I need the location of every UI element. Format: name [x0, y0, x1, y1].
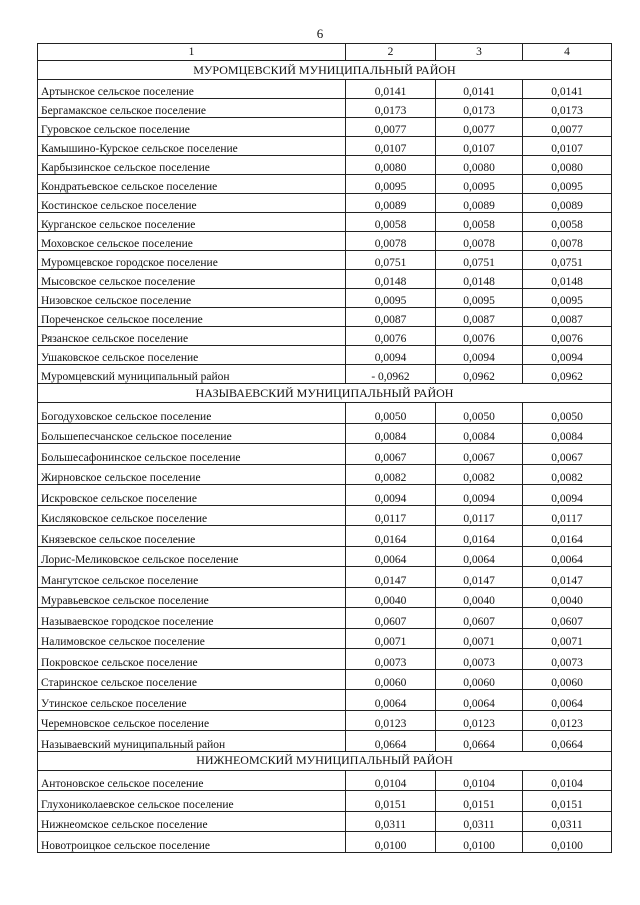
value-col-2: 0,0058	[346, 213, 436, 232]
settlement-name: Большесафонинское сельское поселение	[38, 444, 346, 465]
settlement-name: Утинское сельское поселение	[38, 690, 346, 711]
value-col-2: 0,0060	[346, 669, 436, 690]
value-col-3: 0,0962	[436, 365, 523, 384]
table-row	[38, 791, 612, 812]
table-row	[38, 232, 612, 251]
value-col-2: 0,0082	[346, 464, 436, 485]
section-header	[38, 751, 612, 770]
value-col-3: 0,0095	[436, 289, 523, 308]
page-number: 6	[316, 26, 324, 41]
value-col-3: 0,0078	[436, 232, 523, 251]
settlement-name: Нижнеомское сельское поселение	[38, 811, 346, 832]
value-col-4: 0,0089	[523, 194, 612, 213]
value-col-4: 0,0104	[523, 770, 612, 791]
table-row	[38, 423, 612, 444]
table-row	[38, 308, 612, 327]
value-col-4: 0,0123	[523, 710, 612, 731]
value-col-2: 0,0607	[346, 608, 436, 629]
value-col-4: 0,0095	[523, 175, 612, 194]
value-col-3: 0,0151	[436, 791, 523, 812]
settlement-name: Муромцевское городское поселение	[38, 251, 346, 270]
settlement-name: Князевское сельское поселение	[38, 526, 346, 547]
value-col-3: 0,0100	[436, 832, 523, 853]
value-col-4: 0,0147	[523, 567, 612, 588]
value-col-3: 0,0050	[436, 403, 523, 424]
value-col-4: 0,0082	[523, 464, 612, 485]
value-col-4: 0,0040	[523, 587, 612, 608]
value-col-4: 0,0664	[523, 731, 612, 752]
value-col-4: 0,0078	[523, 232, 612, 251]
settlement-name: Большепесчанское сельское поселение	[38, 423, 346, 444]
value-col-2: 0,0107	[346, 137, 436, 156]
table-row	[38, 710, 612, 731]
settlement-name: Жирновское сельское поселение	[38, 464, 346, 485]
settlement-name: Кисляковское сельское поселение	[38, 505, 346, 526]
settlement-name: Моховское сельское поселение	[38, 232, 346, 251]
value-col-2: 0,0173	[346, 99, 436, 118]
section-title: МУРОМЦЕВСКИЙ МУНИЦИПАЛЬНЫЙ РАЙОН	[38, 61, 612, 80]
value-col-3: 0,0082	[436, 464, 523, 485]
value-col-2: 0,0064	[346, 546, 436, 567]
table-row	[38, 251, 612, 270]
table-row	[38, 270, 612, 289]
value-col-4: 0,0064	[523, 690, 612, 711]
value-col-4: 0,0094	[523, 485, 612, 506]
table-row	[38, 546, 612, 567]
value-col-4: 0,0087	[523, 308, 612, 327]
table-row	[38, 118, 612, 137]
value-col-2: 0,0751	[346, 251, 436, 270]
table-row	[38, 628, 612, 649]
table-row	[38, 464, 612, 485]
value-col-3: 0,0311	[436, 811, 523, 832]
value-col-3: 0,0094	[436, 346, 523, 365]
value-col-2: 0,0078	[346, 232, 436, 251]
section-header	[38, 384, 612, 403]
header-col-1: 1	[38, 44, 346, 61]
table-row	[38, 505, 612, 526]
settlement-name: Низовское сельское поселение	[38, 289, 346, 308]
table-row	[38, 608, 612, 629]
table-row	[38, 156, 612, 175]
table-row	[38, 832, 612, 853]
settlement-name: Кондратьевское сельское поселение	[38, 175, 346, 194]
value-col-3: 0,0084	[436, 423, 523, 444]
value-col-2: 0,0141	[346, 80, 436, 99]
table-row	[38, 365, 612, 384]
value-col-3: 0,0094	[436, 485, 523, 506]
settlement-name: Мысовское сельское поселение	[38, 270, 346, 289]
table-row	[38, 587, 612, 608]
table-row	[38, 137, 612, 156]
value-col-3: 0,0064	[436, 546, 523, 567]
value-col-4: 0,0141	[523, 80, 612, 99]
value-col-2: 0,0087	[346, 308, 436, 327]
value-col-3: 0,0095	[436, 175, 523, 194]
value-col-2: 0,0067	[346, 444, 436, 465]
value-col-4: 0,0148	[523, 270, 612, 289]
section-title: НАЗЫВАЕВСКИЙ МУНИЦИПАЛЬНЫЙ РАЙОН	[38, 384, 612, 403]
table-row	[38, 289, 612, 308]
settlement-name: Камышино-Курское сельское поселение	[38, 137, 346, 156]
value-col-2: - 0,0962	[346, 365, 436, 384]
value-col-3: 0,0077	[436, 118, 523, 137]
value-col-4: 0,0060	[523, 669, 612, 690]
table-row	[38, 770, 612, 791]
value-col-4: 0,0311	[523, 811, 612, 832]
table-row	[38, 346, 612, 365]
settlement-name: Артынское сельское поселение	[38, 80, 346, 99]
value-col-4: 0,0173	[523, 99, 612, 118]
settlement-name: Покровское сельское поселение	[38, 649, 346, 670]
value-col-3: 0,0080	[436, 156, 523, 175]
value-col-4: 0,0607	[523, 608, 612, 629]
value-col-3: 0,0148	[436, 270, 523, 289]
settlement-name: Искровское сельское поселение	[38, 485, 346, 506]
table-row	[38, 444, 612, 465]
table-row	[38, 690, 612, 711]
settlement-name: Карбызинское сельское поселение	[38, 156, 346, 175]
value-col-4: 0,0058	[523, 213, 612, 232]
settlement-name: Называевский муниципальный район	[38, 731, 346, 752]
settlement-name: Новотроицкое сельское поселение	[38, 832, 346, 853]
value-col-4: 0,0751	[523, 251, 612, 270]
value-col-3: 0,0104	[436, 770, 523, 791]
value-col-2: 0,0095	[346, 289, 436, 308]
value-col-4: 0,0080	[523, 156, 612, 175]
value-col-4: 0,0094	[523, 346, 612, 365]
value-col-3: 0,0664	[436, 731, 523, 752]
settlement-name: Лорис-Меликовское сельское поселение	[38, 546, 346, 567]
table-row	[38, 567, 612, 588]
value-col-2: 0,0104	[346, 770, 436, 791]
value-col-4: 0,0095	[523, 289, 612, 308]
value-col-4: 0,0071	[523, 628, 612, 649]
value-col-2: 0,0077	[346, 118, 436, 137]
value-col-4: 0,0107	[523, 137, 612, 156]
value-col-3: 0,0607	[436, 608, 523, 629]
settlement-name: Бергамакское сельское поселение	[38, 99, 346, 118]
table-row	[38, 327, 612, 346]
header-row	[38, 44, 612, 61]
header-col-3: 3	[436, 44, 523, 61]
value-col-2: 0,0123	[346, 710, 436, 731]
value-col-2: 0,0076	[346, 327, 436, 346]
value-col-3: 0,0173	[436, 99, 523, 118]
value-col-3: 0,0076	[436, 327, 523, 346]
value-col-2: 0,0311	[346, 811, 436, 832]
value-col-3: 0,0067	[436, 444, 523, 465]
value-col-4: 0,0076	[523, 327, 612, 346]
value-col-3: 0,0073	[436, 649, 523, 670]
settlement-name: Антоновское сельское поселение	[38, 770, 346, 791]
settlement-name: Муравьевское сельское поселение	[38, 587, 346, 608]
value-col-2: 0,0050	[346, 403, 436, 424]
section-header	[38, 61, 612, 80]
value-col-4: 0,0050	[523, 403, 612, 424]
value-col-4: 0,0084	[523, 423, 612, 444]
value-col-2: 0,0094	[346, 485, 436, 506]
value-col-2: 0,0089	[346, 194, 436, 213]
value-col-3: 0,0117	[436, 505, 523, 526]
settlement-name: Мангутское сельское поселение	[38, 567, 346, 588]
value-col-2: 0,0073	[346, 649, 436, 670]
value-col-2: 0,0148	[346, 270, 436, 289]
value-col-3: 0,0107	[436, 137, 523, 156]
value-col-2: 0,0117	[346, 505, 436, 526]
value-col-4: 0,0064	[523, 546, 612, 567]
section-title: НИЖНЕОМСКИЙ МУНИЦИПАЛЬНЫЙ РАЙОН	[38, 751, 612, 770]
header-col-4: 4	[523, 44, 612, 61]
table-row	[38, 669, 612, 690]
table-row	[38, 811, 612, 832]
settlement-name: Костинское сельское поселение	[38, 194, 346, 213]
settlement-name: Налимовское сельское поселение	[38, 628, 346, 649]
settlement-name: Муромцевский муниципальный район	[38, 365, 346, 384]
value-col-3: 0,0123	[436, 710, 523, 731]
header-col-2: 2	[346, 44, 436, 61]
value-col-2: 0,0164	[346, 526, 436, 547]
table-row	[38, 485, 612, 506]
settlement-name: Курганское сельское поселение	[38, 213, 346, 232]
value-col-2: 0,0084	[346, 423, 436, 444]
settlement-name: Глухониколаевское сельское поселение	[38, 791, 346, 812]
value-col-4: 0,0164	[523, 526, 612, 547]
table-row	[38, 175, 612, 194]
value-col-4: 0,0073	[523, 649, 612, 670]
value-col-2: 0,0664	[346, 731, 436, 752]
value-col-2: 0,0147	[346, 567, 436, 588]
value-col-2: 0,0100	[346, 832, 436, 853]
value-col-4: 0,0117	[523, 505, 612, 526]
settlement-name: Черемновское сельское поселение	[38, 710, 346, 731]
table-row	[38, 526, 612, 547]
value-col-3: 0,0064	[436, 690, 523, 711]
settlement-name: Пореченское сельское поселение	[38, 308, 346, 327]
table-row	[38, 649, 612, 670]
value-col-3: 0,0751	[436, 251, 523, 270]
table-row	[38, 403, 612, 424]
settlement-name: Гуровское сельское поселение	[38, 118, 346, 137]
value-col-3: 0,0164	[436, 526, 523, 547]
table-row	[38, 80, 612, 99]
value-col-3: 0,0040	[436, 587, 523, 608]
data-table	[37, 43, 612, 853]
settlement-name: Рязанское сельское поселение	[38, 327, 346, 346]
settlement-name: Называевское городское поселение	[38, 608, 346, 629]
table-row	[38, 194, 612, 213]
table-row	[38, 99, 612, 118]
value-col-2: 0,0080	[346, 156, 436, 175]
value-col-4: 0,0067	[523, 444, 612, 465]
settlement-name: Старинское сельское поселение	[38, 669, 346, 690]
value-col-3: 0,0147	[436, 567, 523, 588]
value-col-4: 0,0151	[523, 791, 612, 812]
value-col-3: 0,0089	[436, 194, 523, 213]
value-col-3: 0,0087	[436, 308, 523, 327]
value-col-4: 0,0100	[523, 832, 612, 853]
value-col-4: 0,0962	[523, 365, 612, 384]
value-col-2: 0,0094	[346, 346, 436, 365]
value-col-2: 0,0095	[346, 175, 436, 194]
table-row	[38, 213, 612, 232]
value-col-2: 0,0064	[346, 690, 436, 711]
value-col-4: 0,0077	[523, 118, 612, 137]
value-col-2: 0,0151	[346, 791, 436, 812]
value-col-2: 0,0071	[346, 628, 436, 649]
value-col-3: 0,0060	[436, 669, 523, 690]
value-col-3: 0,0141	[436, 80, 523, 99]
value-col-2: 0,0040	[346, 587, 436, 608]
settlement-name: Богодуховское сельское поселение	[38, 403, 346, 424]
settlement-name: Ушаковское сельское поселение	[38, 346, 346, 365]
value-col-3: 0,0058	[436, 213, 523, 232]
table-row	[38, 731, 612, 752]
value-col-3: 0,0071	[436, 628, 523, 649]
